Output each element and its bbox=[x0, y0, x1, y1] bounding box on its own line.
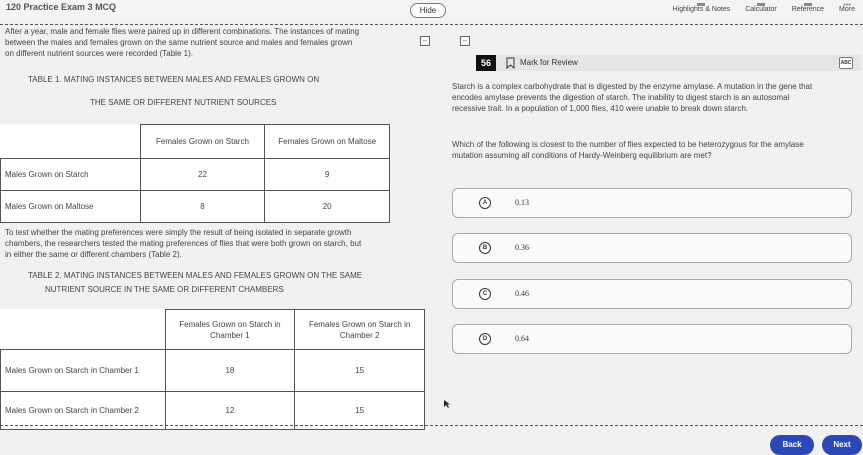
choice-a-text: 0.13 bbox=[515, 198, 529, 207]
passage-para2-line-2: chambers, the researchers tested the mating preferences of flies that were both grown on starch, but bbox=[5, 239, 362, 248]
choice-c-text: 0.46 bbox=[515, 289, 529, 298]
footer-divider bbox=[0, 425, 863, 426]
table1-corner bbox=[1, 125, 141, 159]
choice-c[interactable] bbox=[452, 279, 852, 309]
table1-caption-line-2: THE SAME OR DIFFERENT NUTRIENT SOURCES bbox=[90, 98, 277, 107]
question-prompt-line-1: Which of the following is closest to the number of flies expected to be heterozygous for the amylase bbox=[452, 140, 804, 149]
choice-d[interactable] bbox=[452, 324, 852, 354]
question-pane bbox=[432, 26, 863, 426]
question-prompt bbox=[452, 139, 854, 161]
question-stem bbox=[452, 81, 854, 114]
calculator-label: Calculator bbox=[745, 6, 777, 13]
top-bar bbox=[0, 0, 863, 20]
passage-intro bbox=[5, 26, 425, 59]
table2-row1-val2: 15 bbox=[295, 350, 425, 392]
bookmark-icon[interactable] bbox=[506, 57, 515, 69]
table2-row2-val2: 15 bbox=[295, 392, 425, 430]
passage-intro-line-2: between the males and females grown on the same nutrient source and males and females grown bbox=[5, 38, 353, 47]
answer-eliminator-button[interactable]: ABC bbox=[839, 57, 853, 69]
choice-b[interactable] bbox=[452, 233, 852, 263]
table2-row2-label: Males Grown on Starch in Chamber 2 bbox=[1, 392, 166, 430]
table1-row1-val2: 9 bbox=[265, 159, 390, 191]
question-number: 56 bbox=[476, 55, 496, 71]
passage-para2-line-1: To test whether the mating preferences were simply the result of being isolated in separate growth bbox=[5, 228, 352, 237]
table-row bbox=[1, 350, 425, 392]
choice-a-letter: A bbox=[479, 197, 491, 209]
back-button[interactable]: Back bbox=[770, 435, 814, 455]
question-stem-line-1: Starch is a complex carbohydrate that is digested by the enzyme amylase. A mutation in the gene that bbox=[452, 82, 813, 91]
header-divider bbox=[0, 24, 863, 25]
question-stem-line-3: recessive trait. In a population of 1,000 flies, 410 were unable to break down starch. bbox=[452, 104, 749, 113]
passage-intro-line-3: on different nutrient sources were recorded (Table 1). bbox=[5, 49, 193, 58]
expand-right-icon[interactable]: ⇔ bbox=[462, 38, 468, 44]
passage-intro-line-1: After a year, male and female flies were paired up in different combinations. The instances of mating bbox=[5, 27, 360, 36]
highlights-notes-label: Highlights & Notes bbox=[672, 6, 731, 13]
top-links bbox=[673, 3, 855, 14]
question-prompt-line-2: mutation assuming all conditions of Hardy-Weinberg equilibrium are met? bbox=[452, 151, 712, 160]
more-link[interactable] bbox=[839, 3, 855, 14]
hide-button[interactable]: Hide bbox=[410, 3, 446, 18]
table-row bbox=[1, 191, 390, 223]
table2-row2-val1: 12 bbox=[165, 392, 295, 430]
table-row bbox=[1, 159, 390, 191]
table2-row1-val1: 18 bbox=[165, 350, 295, 392]
choice-d-letter: D bbox=[479, 333, 491, 345]
exam-title: 120 Practice Exam 3 MCQ bbox=[6, 2, 117, 12]
table1-row1-label: Males Grown on Starch bbox=[1, 159, 141, 191]
choice-d-text: 0.64 bbox=[515, 334, 529, 343]
table2-header-col2: Females Grown on Starch in Chamber 2 bbox=[295, 310, 425, 350]
table1-row1-val1: 22 bbox=[140, 159, 265, 191]
table1-row2-val1: 8 bbox=[140, 191, 265, 223]
mark-for-review-label[interactable]: Mark for Review bbox=[520, 58, 578, 67]
question-stem-line-2: encodes amylase prevents the digestion of starch. The inability to digest starch is an autosomal bbox=[452, 93, 790, 102]
table2-caption-line-1: TABLE 2. MATING INSTANCES BETWEEN MALES AND FEMALES GROWN ON THE SAME bbox=[28, 271, 363, 280]
table1-caption-line-1: TABLE 1. MATING INSTANCES BETWEEN MALES AND FEMALES GROWN ON bbox=[28, 75, 320, 84]
reference-link[interactable] bbox=[792, 3, 824, 14]
table2-corner bbox=[1, 310, 166, 350]
table-1 bbox=[0, 124, 390, 223]
passage-para-2 bbox=[5, 227, 425, 260]
question-header bbox=[476, 55, 861, 71]
table1-row2-val2: 20 bbox=[265, 191, 390, 223]
more-label: More bbox=[839, 6, 855, 13]
table2-header-col1: Females Grown on Starch in Chamber 1 bbox=[165, 310, 295, 350]
passage-pane bbox=[0, 26, 468, 426]
table1-row2-label: Males Grown on Maltose bbox=[1, 191, 141, 223]
choice-b-letter: B bbox=[479, 242, 491, 254]
next-button[interactable]: Next bbox=[822, 435, 862, 455]
choice-b-text: 0.36 bbox=[515, 243, 529, 252]
expand-left-icon[interactable]: ⇔ bbox=[422, 38, 428, 44]
table1-header-col1: Females Grown on Starch bbox=[140, 125, 265, 159]
bottom-bar bbox=[0, 410, 863, 455]
choice-a[interactable] bbox=[452, 188, 852, 218]
highlights-notes-link[interactable] bbox=[673, 3, 731, 14]
calculator-link[interactable] bbox=[745, 3, 777, 14]
passage-para2-line-3: in either the same or different chambers (Table 2). bbox=[5, 250, 182, 259]
table2-caption-line-2: NUTRIENT SOURCE IN THE SAME OR DIFFERENT CHAMBERS bbox=[45, 285, 284, 294]
choice-c-letter: C bbox=[479, 288, 491, 300]
table2-row1-label: Males Grown on Starch in Chamber 1 bbox=[1, 350, 166, 392]
table1-header-col2: Females Grown on Maltose bbox=[265, 125, 390, 159]
mouse-cursor-icon bbox=[444, 400, 450, 408]
reference-label: Reference bbox=[791, 6, 825, 13]
